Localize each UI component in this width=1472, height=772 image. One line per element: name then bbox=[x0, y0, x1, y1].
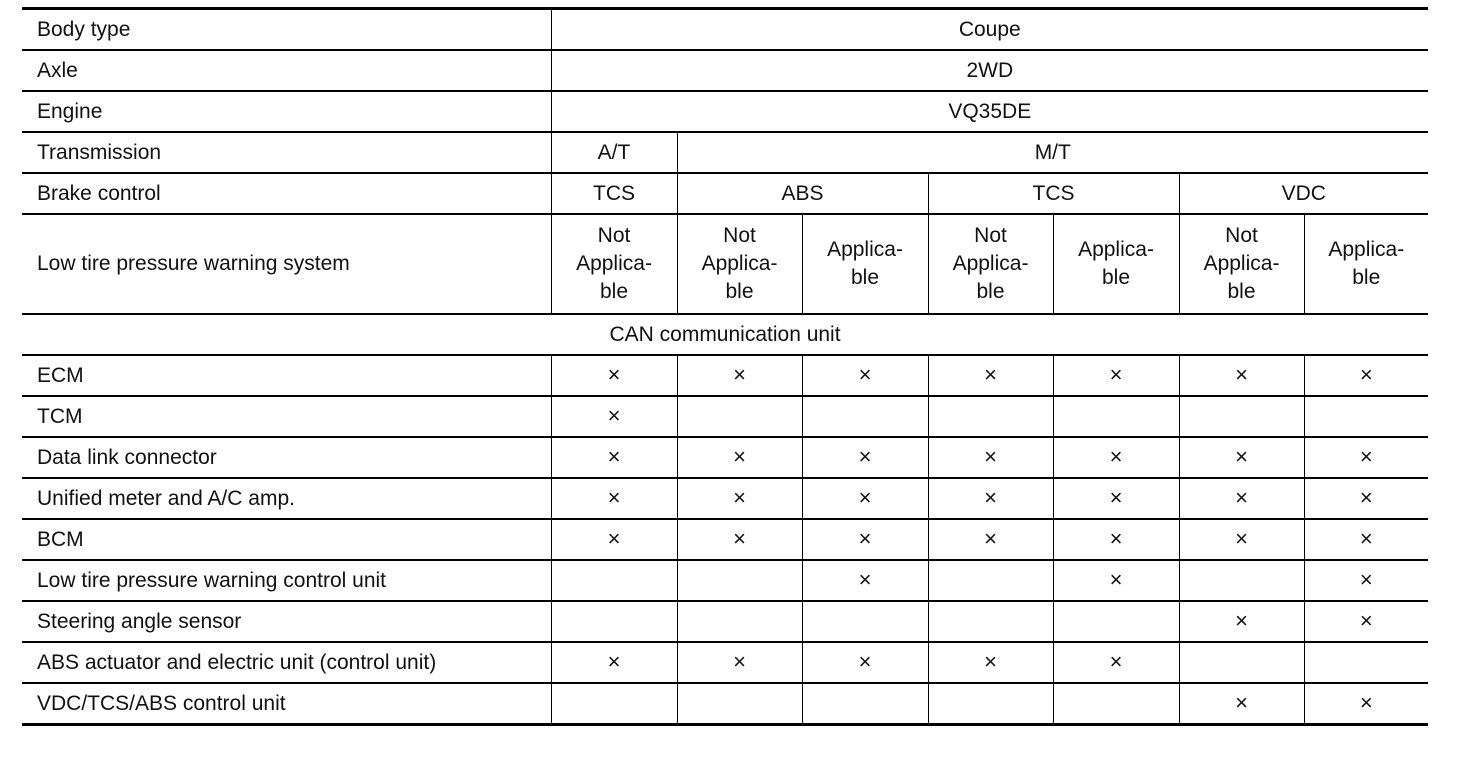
transmission-mt: M/T bbox=[677, 132, 1428, 173]
applicability-cell bbox=[677, 560, 802, 601]
tpms-value-1: Not Applica- ble bbox=[551, 214, 677, 314]
axle-label: Axle bbox=[22, 50, 551, 91]
brake-control-abs: ABS bbox=[677, 173, 928, 214]
applicability-cell bbox=[928, 437, 1053, 478]
table-row bbox=[22, 601, 1428, 642]
applicability-cell bbox=[1304, 601, 1428, 642]
applicability-cell bbox=[1179, 683, 1304, 725]
row-section-title bbox=[22, 314, 1428, 355]
applicability-cell bbox=[1304, 478, 1428, 519]
applicability-cell bbox=[802, 519, 928, 560]
transmission-label: Transmission bbox=[22, 132, 551, 173]
applicability-cell bbox=[1304, 355, 1428, 396]
tpms-value-3: Applica- ble bbox=[802, 214, 928, 314]
applicable-mark: × bbox=[607, 649, 621, 674]
applicable-mark: × bbox=[1235, 690, 1248, 715]
table-row bbox=[22, 642, 1428, 683]
applicability-cell bbox=[802, 560, 928, 601]
applicability-cell bbox=[1053, 355, 1179, 396]
applicability-cell bbox=[1304, 437, 1428, 478]
unit-name: Steering angle sensor bbox=[22, 601, 551, 642]
applicability-cell bbox=[928, 642, 1053, 683]
unit-name: ABS actuator and electric unit (control unit) bbox=[22, 642, 551, 683]
engine-label: Engine bbox=[22, 91, 551, 132]
unit-name: Unified meter and A/C amp. bbox=[22, 478, 551, 519]
applicability-cell bbox=[928, 478, 1053, 519]
table-row bbox=[22, 560, 1428, 601]
applicability-cell bbox=[677, 683, 802, 725]
applicable-mark: × bbox=[1109, 485, 1123, 510]
applicability-cell bbox=[551, 519, 677, 560]
body-type-label: Body type bbox=[22, 9, 551, 51]
can-communication-table bbox=[22, 7, 1428, 726]
applicability-cell bbox=[677, 519, 802, 560]
engine-value: VQ35DE bbox=[551, 91, 1428, 132]
applicable-mark: × bbox=[984, 362, 997, 387]
table-row bbox=[22, 437, 1428, 478]
applicability-cell bbox=[551, 437, 677, 478]
applicability-cell bbox=[677, 478, 802, 519]
applicability-cell bbox=[677, 355, 802, 396]
applicable-mark: × bbox=[607, 403, 621, 428]
applicable-mark: × bbox=[858, 362, 872, 387]
table-row bbox=[22, 683, 1428, 725]
applicability-cell bbox=[551, 355, 677, 396]
applicability-cell bbox=[1304, 683, 1428, 725]
brake-control-label: Brake control bbox=[22, 173, 551, 214]
tpms-value-6: Not Applica- ble bbox=[1179, 214, 1304, 314]
applicable-mark: × bbox=[1109, 362, 1123, 387]
tpms-label: Low tire pressure warning system bbox=[22, 214, 551, 314]
spec-table-container bbox=[22, 7, 1428, 726]
applicable-mark: × bbox=[1235, 362, 1248, 387]
applicable-mark: × bbox=[733, 362, 746, 387]
applicability-cell bbox=[928, 355, 1053, 396]
applicable-mark: × bbox=[1359, 526, 1373, 551]
applicability-cell bbox=[1179, 355, 1304, 396]
applicability-cell bbox=[1053, 560, 1179, 601]
applicable-mark: × bbox=[1359, 362, 1373, 387]
applicable-mark: × bbox=[1109, 444, 1123, 469]
applicability-cell bbox=[1053, 519, 1179, 560]
applicability-cell bbox=[1053, 437, 1179, 478]
applicability-cell bbox=[1304, 519, 1428, 560]
applicability-cell bbox=[1179, 478, 1304, 519]
row-tpms bbox=[22, 214, 1428, 314]
applicability-cell bbox=[1053, 601, 1179, 642]
row-axle bbox=[22, 50, 1428, 91]
unit-name: VDC/TCS/ABS control unit bbox=[22, 683, 551, 725]
applicability-cell bbox=[928, 601, 1053, 642]
unit-name: TCM bbox=[22, 396, 551, 437]
applicability-cell bbox=[677, 437, 802, 478]
axle-value: 2WD bbox=[551, 50, 1428, 91]
applicability-cell bbox=[551, 560, 677, 601]
applicability-cell bbox=[802, 478, 928, 519]
applicability-cell bbox=[802, 437, 928, 478]
table-row bbox=[22, 396, 1428, 437]
applicability-cell bbox=[551, 683, 677, 725]
tpms-value-7: Applica- ble bbox=[1304, 214, 1428, 314]
applicable-mark: × bbox=[1235, 526, 1248, 551]
applicability-cell bbox=[1053, 683, 1179, 725]
applicability-cell bbox=[1179, 642, 1304, 683]
applicable-mark: × bbox=[858, 649, 872, 674]
brake-control-tcs-at: TCS bbox=[551, 173, 677, 214]
applicable-mark: × bbox=[1359, 690, 1373, 715]
applicable-mark: × bbox=[1109, 567, 1123, 592]
applicability-cell bbox=[928, 396, 1053, 437]
applicable-mark: × bbox=[1109, 649, 1123, 674]
table-row bbox=[22, 478, 1428, 519]
applicability-cell bbox=[1053, 478, 1179, 519]
applicable-mark: × bbox=[607, 444, 621, 469]
unit-name: Low tire pressure warning control unit bbox=[22, 560, 551, 601]
applicability-cell bbox=[1179, 560, 1304, 601]
applicability-cell bbox=[1304, 560, 1428, 601]
row-body-type bbox=[22, 9, 1428, 51]
applicable-mark: × bbox=[607, 526, 621, 551]
row-transmission bbox=[22, 132, 1428, 173]
applicable-mark: × bbox=[1109, 526, 1123, 551]
applicable-mark: × bbox=[733, 526, 746, 551]
brake-control-vdc: VDC bbox=[1179, 173, 1428, 214]
applicability-cell bbox=[1053, 396, 1179, 437]
applicability-cell bbox=[802, 355, 928, 396]
applicable-mark: × bbox=[1235, 444, 1248, 469]
applicable-mark: × bbox=[1359, 567, 1373, 592]
applicability-cell bbox=[928, 519, 1053, 560]
applicability-cell bbox=[1179, 601, 1304, 642]
row-engine bbox=[22, 91, 1428, 132]
applicability-cell bbox=[1304, 396, 1428, 437]
applicability-cell bbox=[1179, 437, 1304, 478]
applicable-mark: × bbox=[1235, 485, 1248, 510]
applicable-mark: × bbox=[733, 444, 746, 469]
applicability-cell bbox=[551, 396, 677, 437]
applicability-cell bbox=[551, 478, 677, 519]
applicable-mark: × bbox=[607, 485, 621, 510]
applicable-mark: × bbox=[984, 485, 997, 510]
applicable-mark: × bbox=[1359, 485, 1373, 510]
applicable-mark: × bbox=[733, 485, 746, 510]
applicability-cell bbox=[677, 601, 802, 642]
applicable-mark: × bbox=[1235, 608, 1248, 633]
table-row bbox=[22, 355, 1428, 396]
transmission-at: A/T bbox=[551, 132, 677, 173]
applicable-mark: × bbox=[858, 485, 872, 510]
tpms-value-2: Not Applica- ble bbox=[677, 214, 802, 314]
unit-name: BCM bbox=[22, 519, 551, 560]
tpms-value-4: Not Applica- ble bbox=[928, 214, 1053, 314]
applicable-mark: × bbox=[858, 444, 872, 469]
applicability-cell bbox=[1304, 642, 1428, 683]
applicability-cell bbox=[1053, 642, 1179, 683]
applicability-cell bbox=[551, 601, 677, 642]
applicability-cell bbox=[677, 396, 802, 437]
tpms-value-5: Applica- ble bbox=[1053, 214, 1179, 314]
applicability-cell bbox=[802, 601, 928, 642]
applicability-cell bbox=[677, 642, 802, 683]
applicable-mark: × bbox=[1359, 444, 1373, 469]
applicability-cell bbox=[802, 396, 928, 437]
applicability-cell bbox=[802, 642, 928, 683]
row-brake-control bbox=[22, 173, 1428, 214]
applicability-cell bbox=[1179, 396, 1304, 437]
applicable-mark: × bbox=[1359, 608, 1373, 633]
applicability-cell bbox=[1179, 519, 1304, 560]
applicable-mark: × bbox=[858, 567, 872, 592]
unit-name: ECM bbox=[22, 355, 551, 396]
applicable-mark: × bbox=[984, 444, 997, 469]
applicability-cell bbox=[551, 642, 677, 683]
applicable-mark: × bbox=[984, 649, 997, 674]
section-title: CAN communication unit bbox=[22, 314, 1428, 355]
table-row bbox=[22, 519, 1428, 560]
applicable-mark: × bbox=[984, 526, 997, 551]
unit-name: Data link connector bbox=[22, 437, 551, 478]
body-type-value: Coupe bbox=[551, 9, 1428, 51]
applicable-mark: × bbox=[858, 526, 872, 551]
brake-control-tcs-mt: TCS bbox=[928, 173, 1179, 214]
applicability-cell bbox=[928, 560, 1053, 601]
applicability-cell bbox=[928, 683, 1053, 725]
applicability-cell bbox=[802, 683, 928, 725]
applicable-mark: × bbox=[733, 649, 746, 674]
applicable-mark: × bbox=[607, 362, 621, 387]
